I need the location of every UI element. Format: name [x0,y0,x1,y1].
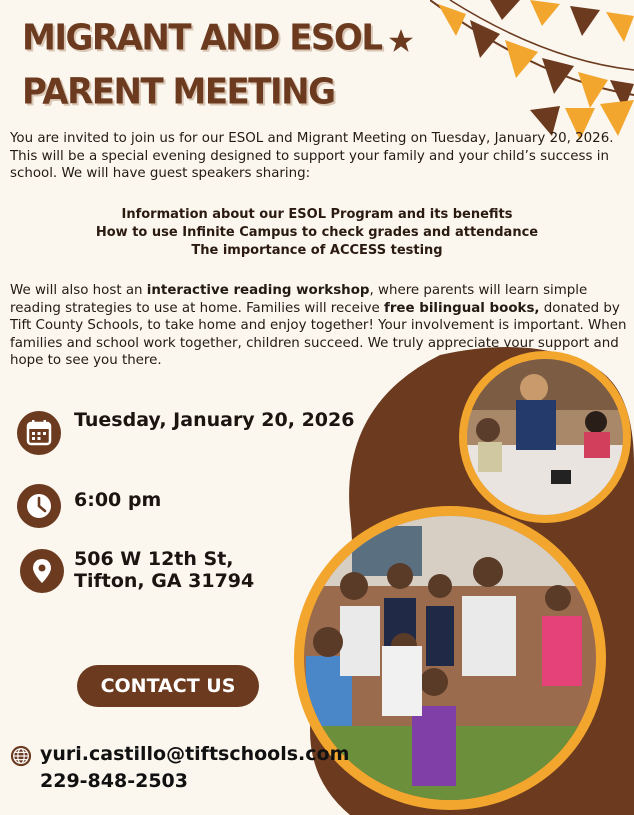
clock-badge [17,484,61,528]
title-line-2: PARENT MEETING [22,71,335,113]
workshop-highlight: interactive reading workshop [146,283,370,298]
workshop-text: We will also host an [10,283,147,298]
contact-us-button[interactable]: CONTACT US [77,665,259,707]
children-photo [292,506,608,811]
topic-item: Information about our ESOL Program and its benefits [121,207,513,222]
topic-item: The importance of ACCESS testing [191,243,443,258]
contact-email[interactable]: yuri.castillo@tiftschools.com [40,743,350,765]
title-line-1: MIGRANT AND ESOL [22,17,382,59]
workshop-photo [456,350,634,525]
location-pin-icon [20,549,64,593]
globe-icon [10,745,32,767]
clock-icon [17,484,61,528]
topics-list [0,206,634,260]
event-time: 6:00 pm [74,489,162,511]
books-highlight: free bilingual books, [384,300,540,316]
topic-item: How to use Infinite Campus to check grades and attendance [95,225,539,240]
calendar-icon [17,411,61,455]
intro-paragraph: You are invited to join us for our ESOL and Migrant Meeting on Tuesday, January 20, 2026. This will be a special evening designed to support your family and your child’s success in school. We will have guest speakers sharing: [10,131,614,181]
workshop-text: , where parents will learn simple reading strategies to use at home. Families will receive [10,283,588,316]
address-line-1: 506 W 12th St, [74,548,234,570]
location-badge [20,549,64,593]
star-icon [388,28,414,54]
event-address [74,548,254,592]
address-line-2: Tifton, GA 31794 [74,570,255,592]
bunting-decoration [430,0,634,150]
calendar-badge [17,411,61,455]
event-date: Tuesday, January 20, 2026 [74,409,355,431]
workshop-text: donated by Tift County Schools, to take home and enjoy together! Your involvement is important. When families and school work together, children succeed. We truly appreciate your support and hope to see you there. [10,300,627,368]
contact-phone[interactable]: 229-848-2503 [40,770,188,792]
